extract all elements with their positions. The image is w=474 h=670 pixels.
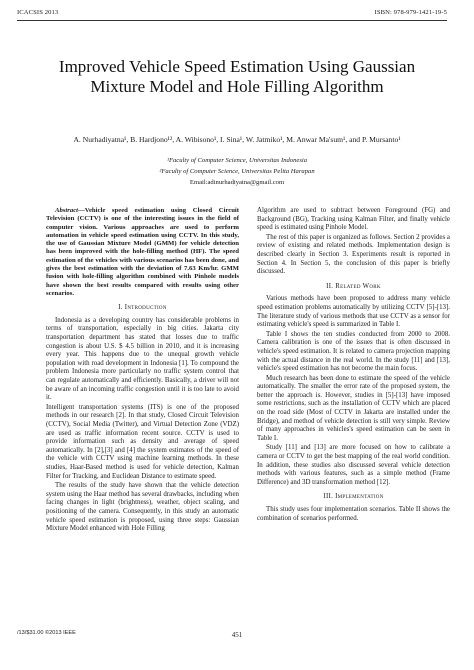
implementation-paragraph: This study uses four implementation scenarios. Table II shows the combination of scenarios performed. — [257, 506, 450, 522]
intro-continuation: Algorithm are used to subtract between Foreground (FG) and Background (BG), Tracking using Kalman Filter, and finally vehicle speed is estimated using Pinhole Model. — [257, 207, 450, 232]
intro-paragraph: The results of the study have shown that the vehicle detection system using the Haar method has several drawbacks, including when facing changes in light (brightness), weather, object scaling, and positioning of the camera. Consequently, in this study an automatic vehicle speed estimation is proposed, using three steps: Gaussian Mixture Model enhanced with Hole Filling — [46, 482, 239, 533]
isbn-label: ISBN: 978-979-1421-19-5 — [374, 9, 447, 16]
left-column — [46, 207, 239, 535]
related-paragraph: Much research has been done to estimate the speed of the vehicle automatically. The smaller the error rate of the proposed system, the better the approach is. However, studies in [5]-[13] have imposed some restrictions, such as the installation of CCTV which are placed on the road side (Most of CCTV in Jakarta are installed under the Bridge), and method of vehicle detection is still very simple. Review of many approaches in vehicles's speed estimation can be seen in Table I. — [257, 374, 450, 442]
intro-paragraph: Indonesia as a developing country has considerable problems in terms of transportation, especially in big cities. Jakarta city transportation department has stated that losses due to traffic congestion is about U.S. $ 4.5 billion in 2010, and it is increasing every year. This happens due to the unequal growth vehicle population with road development in Indonesia [1]. To compound the problem Indonesia more particularly no traffic system control that can regulate automatically and efficiently. Basically, a driver will not be aware of an incoming traffic congestion until it is too late to avoid it. — [46, 316, 239, 402]
page-number: 451 — [231, 631, 243, 639]
section-heading-introduction: I. Introduction — [118, 304, 167, 312]
abstract-lead: Abstract — [55, 207, 79, 214]
abstract — [46, 207, 239, 298]
contact-email: Email:adinurhadiyatna@gmail.com — [189, 179, 285, 186]
intro-paragraph: Intelligent transportation systems (ITS) is one of the proposed methods in our research [2]. In that study, Closed Circuit Television (CCTV), Social Media (Twitter), and Virtual Detection Zone (VDZ) are used as traffic information recent source. CCTV is used to provide information such as density and average of speed automatically. In [2],[3] and [4] the system estimates of the speed of the vehicle with CCTV using machine learning methods. In these studies, Haar-Based method is used for vehicle detection, Kalman Filter for Tracking, and Euclidean Distance to estimate speed. — [46, 403, 239, 480]
related-paragraph: Study [11] and [13] are more focused on how to calibrate a camera or CCTV to get the best mapping of the real world condition. In addition, these studies also discussed several vehicle detection methods with various features, such as a simple method (Frame Difference) and 3D transformation method [12]. — [257, 444, 450, 486]
related-paragraph: Table I shows the ten studies conducted from 2000 to 2008. Camera calibration is one of the issues that is often discussed in vehicle's speed estimation. It is related to camera projection mapping with the actual distance in the real world. In the study [11] and [13], vehicle's speed estimation has not become the main focus. — [257, 330, 450, 373]
intro-paragraph: The rest of this paper is organized as follows. Section 2 provides a review of existing and related methods. Implementation design is described clearly in Section 3. Experiments result is reported in Section 4. In Section 5, the conclusion of this paper is briefly discussed. — [257, 233, 450, 276]
section-heading-related-work: II. Related Work — [326, 282, 381, 290]
section-heading-implementation: III. Implementation — [323, 493, 384, 501]
affiliation-1: ¹Faculty of Computer Science, Universitas Indonesia — [166, 157, 308, 164]
paper-title: Improved Vehicle Speed Estimation Using Gaussian Mixture Model and Hole Filling Algorithm — [58, 57, 416, 96]
doi-footer: /13/$31.00 ©2013 IEEE — [17, 630, 76, 636]
abstract-text: —Vehicle speed estimation using Closed Circuit Television (CCTV) is one of the interesting issues in the field of computer vision. Various approaches are used to perform automation in vehicle speed estimation using CCTV. In this study, the use of Gaussian Mixture Model (GMM) for vehicle detection has been improved with the hole-filling method (HF). The speed estimation of the vehicles with various scenarios has been done, and gives the best estimation with the deviation of 7.63 Km/hr. GMM fusion with hole-filling algorithm combined with Pinhole models have shown the best results compared with results using other scenarios. — [46, 207, 239, 297]
affiliation-2: ²Faculty of Computer Science, Universitas Pelita Harapan — [159, 168, 315, 175]
conference-label: ICACSIS 2013 — [17, 9, 59, 16]
header-rule — [17, 20, 447, 21]
related-paragraph: Various methods have been proposed to address many vehicle speed estimation problems automatically by utilizing CCTV [5]-[13]. The literature study of various methods that use CCTV as a sensor for estimating vehicle's speed is summarized in Table I. — [257, 295, 450, 329]
author-list: A. Nurhadiyatna¹, B. Hardjono¹², A. Wibisono¹, I. Sina¹, W. Jatmiko¹, M. Anwar Ma'sum¹, and P. Mursanto¹ — [73, 135, 401, 144]
right-column — [257, 207, 450, 524]
